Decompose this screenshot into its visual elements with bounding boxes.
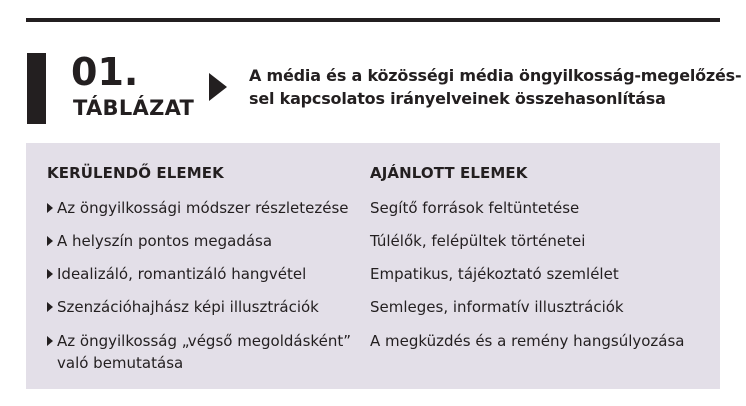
recommended-item: A megküzdés és a remény hangsúlyozása [370, 332, 685, 350]
avoid-column-header: KERÜLENDŐ ELEMEK [47, 164, 224, 182]
bullet-arrow-icon [47, 302, 53, 312]
avoid-item-text: Az öngyilkossági módszer részletezése [57, 199, 349, 217]
top-rule [26, 18, 720, 22]
table-number: 01. [71, 50, 139, 94]
avoid-item-text: Az öngyilkosság „végső megoldásként” [57, 332, 351, 350]
table-marker-bar [27, 53, 46, 124]
bullet-arrow-icon [47, 236, 53, 246]
table-title [249, 64, 742, 110]
bullet-arrow-icon [47, 203, 53, 213]
table-label: TÁBLÁZAT [73, 96, 195, 120]
avoid-item-text-continued: való bemutatása [57, 354, 184, 372]
bullet-arrow-icon [47, 269, 53, 279]
recommended-item: Semleges, informatív illusztrációk [370, 298, 624, 316]
recommended-column-header: AJÁNLOTT ELEMEK [370, 164, 528, 182]
pointer-arrow-icon [209, 73, 227, 101]
table-title-line-1: A média és a közösségi média öngyilkosság-megelőzés- [249, 66, 742, 85]
avoid-item-text: A helyszín pontos megadása [57, 232, 273, 250]
table-title-line-2: sel kapcsolatos irányelveinek összehasonlítása [249, 89, 666, 108]
recommended-item: Empatikus, tájékoztató szemlélet [370, 265, 619, 283]
avoid-item-text: Idealizáló, romantizáló hangvétel [57, 265, 307, 283]
recommended-item: Segítő források feltüntetése [370, 199, 580, 217]
bullet-arrow-icon [47, 336, 53, 346]
recommended-item: Túlélők, felépültek történetei [370, 232, 586, 250]
avoid-item-text: Szenzációhajhász képi illusztrációk [57, 298, 319, 316]
